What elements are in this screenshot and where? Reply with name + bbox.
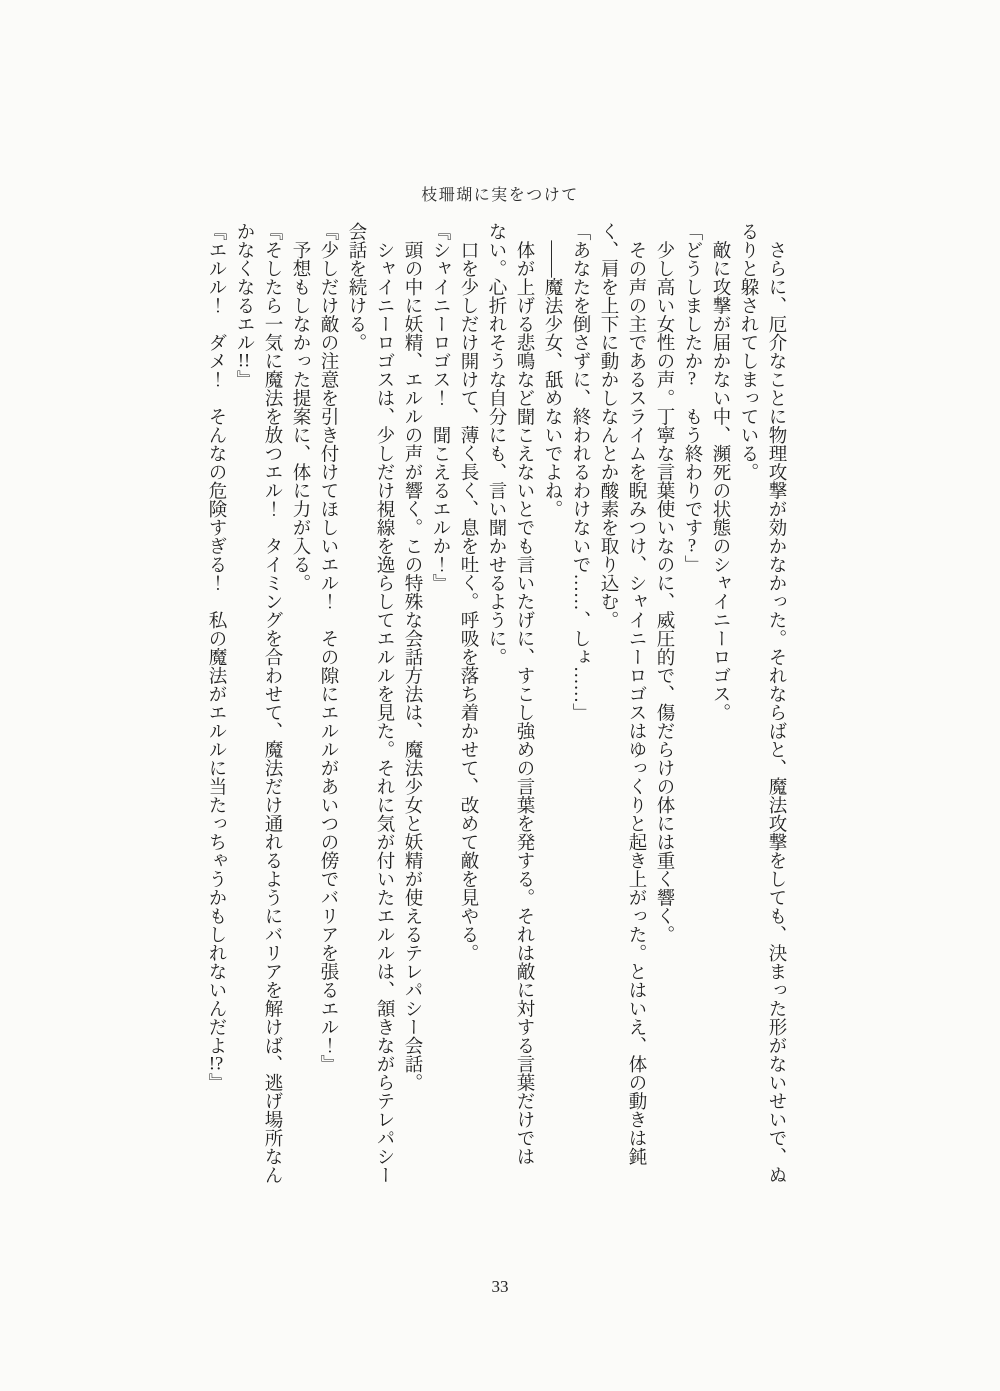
text-column: 『シャイニーロゴス！ 聞こえるエルか！』 — [430, 222, 450, 592]
running-title: 枝珊瑚に実をつけて — [421, 187, 579, 204]
page-number: 33 — [491, 1277, 509, 1296]
text-column: かなくなるエル!!』 — [234, 222, 254, 389]
text-column: 敵に攻撃が届かない中、瀕死の状態のシャイニーロゴス。 — [710, 222, 730, 722]
text-column: その声の主であるスライムを睨みつけ、シャイニーロゴスはゆっくりと起き上がった。とはいえ、体の動きは鈍 — [626, 222, 646, 1166]
text-column: 少し高い女性の声。丁寧な言葉使いなのに、威圧的で、傷だらけの体には重く響く。 — [654, 222, 674, 944]
text-column: 「あなたを倒さずに、終われるわけないで……、しょ……」 — [570, 222, 590, 722]
text-column: 体が上げる悲鳴など聞こえないとでも言いたげに、すこし強めの言葉を発する。それは敵に対する言葉だけでは — [514, 222, 534, 1166]
text-column: く、肩を上下に動かしなんとか酸素を取り込む。 — [598, 222, 618, 629]
text-column: 予想もしなかった提案に、体に力が入る。 — [290, 222, 310, 592]
tatechuyoko-punctuation: !! — [237, 351, 251, 370]
text-column: るりと躱されてしまっている。 — [738, 222, 758, 481]
body-text — [202, 222, 790, 1192]
text-column: 『エルル！ ダメ！ そんなの危険すぎる！ 私の魔法がエルルに当たっちゃうかもしれないんだよ!?』 — [206, 222, 226, 1092]
text-column: ――魔法少女、舐めないでよね。 — [542, 222, 562, 518]
text-column: 『そしたら一気に魔法を放つエル！ タイミングを合わせて、魔法だけ通れるようにバリアを解けば、逃げ場所なん — [262, 222, 282, 1184]
text-column: シャイニーロゴスは、少しだけ視線を逸らしてエルルを見た。それに気が付いたエルルは、頷きながらテレパシー — [374, 222, 394, 1184]
tatechuyoko-punctuation: ? — [687, 370, 697, 389]
text-column: 『少しだけ敵の注意を引き付けてほしいエル！ その隙にエルルがあいつの傍でバリアを張るエル！』 — [318, 222, 338, 1073]
text-column: さらに、厄介なことに物理攻撃が効かなかった。それならばと、魔法攻撃をしても、決まった形がないせいで、ぬ — [766, 222, 786, 1184]
text-column: ない。心折れそうな自分にも、言い聞かせるように。 — [486, 222, 506, 666]
text-column: 頭の中に妖精、エルルの声が響く。この特殊な会話方法は、魔法少女と妖精が使えるテレパシー会話。 — [402, 222, 422, 1092]
tatechuyoko-punctuation: !? — [208, 1054, 224, 1073]
text-column: 会話を続ける。 — [346, 222, 366, 352]
text-column: 「どうしましたか? もう終わりです?」 — [682, 222, 702, 574]
tatechuyoko-punctuation: ? — [687, 536, 697, 555]
text-column: 口を少しだけ開けて、薄く長く、息を吐く。呼吸を落ち着かせて、改めて敵を見やる。 — [458, 222, 478, 962]
